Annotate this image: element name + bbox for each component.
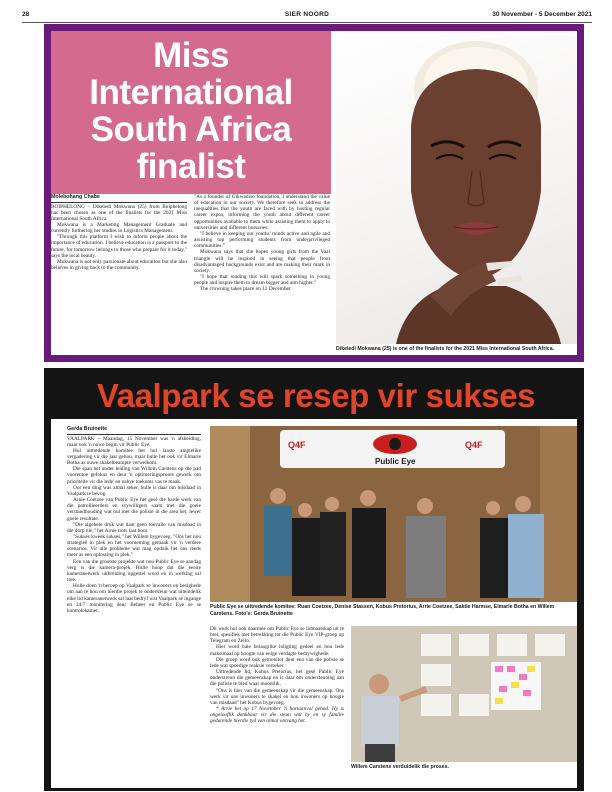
story2-byline: Gerda Bruinette <box>67 426 201 435</box>
story2-closing-note: * Arrie het op 17 November 'n hartaanval gehad. Hy is ongelooflik dankbaar vir die steun wat hy en sy familie gedurende hierdie tyd van almal ontvang het. <box>210 706 344 725</box>
story2-paragraph: Hulle doen 'n beroep op Vaalpark se inwoners en besighede om aan te hou om hierdie projek te ondersteun wat uiteindelik elke lid kameranetwerk sal laat bedryf wat Vaalpark se ingange en 24/7 monitering deur Beheer en Public Eye se se kontrolekamer. <box>67 583 201 614</box>
story1-headline-block <box>51 31 331 194</box>
story-vaalpark <box>44 368 584 791</box>
story2-paragraph: Die groep word ook gemonitor deur een van die polisie se lede wat spoedige reaksie verseker. <box>210 656 344 669</box>
story2-panel <box>51 375 577 788</box>
story2-headline: Vaalpark se resep vir sukses <box>96 377 536 414</box>
story1-paragraph: Mokwana is not only passionate about education but she also believes in giving back to the community. <box>51 258 187 272</box>
story1-panel <box>51 31 577 355</box>
story1-paragraph: The crowning takes place on 12 December. <box>200 286 292 293</box>
story1-byline: Molebohang Chabe <box>51 194 187 203</box>
story2-paragraph: "Ons is hier van die gemeenskap vir die gemeenskap. Ons werk vir ons inwoners te skakel en hou inwoners op hoogte van misdaad" het Kobus bygevoeg. <box>210 687 344 706</box>
story1-headline: Miss International South Africa finalist <box>89 36 293 186</box>
story2-column-2 <box>210 626 344 725</box>
story2-paragraph: Hier word baie belangrike inligting gedeel en hou lede maksimaal op hoogte van enige verdagte bedrywighede. <box>210 644 344 657</box>
story1-paragraph: Mokwana is a Marketing Management Graduate and currently furthering her studies in Logistics Management. <box>51 221 187 235</box>
portrait-photo <box>336 31 577 344</box>
story2-paragraph: Hul uittredende komitee het hul laaste amptelike vergadering vir die jaar gehou, maar hulle het ook vir Elmarie Botha as nuwe skakelbeampte verwelkom. <box>67 447 201 467</box>
presentation-illustration <box>351 626 577 762</box>
story2-paragraph: Dit werk hul ook daarmee om Public Eye se lidmaatskap uit te brei, spesifiek met betrekking tot die Public Eye VIP-groep op Telegram en Zello. <box>210 626 344 645</box>
story2-paragraph: VAALPARK – Maandag, 15 November was 'n afskeiding, maar ook 'n nuwe begin vir Public Eye. <box>67 435 201 448</box>
story2-paragraph: Oor een ding was almal seker, hulle is daar om misdaad in Vaalpark te bevog. <box>67 484 201 497</box>
story2-column-1 <box>67 426 201 614</box>
banner-text: Public Eye <box>375 457 416 466</box>
masthead-rule <box>22 22 592 23</box>
presentation-caption: Willem Carstens verduidelik die proses. <box>351 764 449 770</box>
masthead <box>22 9 592 23</box>
story1-paragraph: "I hope that reading this will spark something in young people and inspire them to dream bigger and aim higher." <box>194 274 330 287</box>
story1-paragraph: "I believe in keeping our youths' minds active and agile and assisting top performing students from underprivileged communities." <box>194 230 330 250</box>
page-number: 28 <box>22 11 30 18</box>
story-miss-international <box>44 24 584 362</box>
presentation-photo <box>351 626 577 762</box>
story1-paragraph: Mokwana says that she hopes young girls from the Vaal triangle will be inspired in seeing that people from disadvantaged backgrounds exist and are making their mark in society. <box>194 249 330 274</box>
story2-paragraph: Een van die grootste projekte wat nou Public Eye se aandag verg is die kamera-projek. Hulle hoop dat die eerste kameranetwerk uitbreiding opgestel word en in werking sal tree. <box>67 558 201 584</box>
committee-photo <box>210 426 577 602</box>
publication-name: SIER NOORD <box>284 11 330 18</box>
story2-paragraph: Die span het onder leiding van Willem Carstens op die pad voorentoe gefokus en deur 'n optimeringsproses gewerk om prioriteite vir die lede' en nabye toekoms vas te maak. <box>67 466 201 485</box>
banner-right-logo: Q4F <box>465 440 483 450</box>
story2-paragraph: Uittredende lid, Kobus Pretorius, het gesê Public Eye onderstreun die gemeenskap en is daar om ondersteuning aan die polisie te bied waar moontlik. <box>210 669 344 688</box>
story2-paragraph: "Sukses kweek sukses," het Willem bygevoeg. "Ons het nou strategieë in plek en het voorneming gemaak vir 'n verdere scenarios. Vir alle probleme wat mag opduik het ons reeds meer as een oplossing in plek." <box>67 534 201 559</box>
story1-paragraph: BOIPHELONG – Dikeledi Mokwana (25) from Boiphelong has been chosen as one of the finalists for the 2021 Miss International South Africa. <box>51 203 187 222</box>
story2-paragraph: Arnie Coetzee van Public Eye het gesê die harde werk van die patrollieerders en vrywilligers saam met die goeie verstandhouding wat hul met die polisie in die area het, lewer goeie resultate. <box>67 497 201 522</box>
story1-paragraph: "Through this platform I wish to inform people about the importance of education. I believe education is a passport to the future, for tomorrow belongs to those who prepare for it today," says the local beauty. <box>51 234 187 259</box>
issue-date: 30 November - 5 December 2021 <box>492 11 592 18</box>
portrait-caption: Dikeledi Mokwana (25) is one of the finalists for the 2021 Miss International South Africa. <box>336 346 555 352</box>
story2-headline-block <box>51 375 577 419</box>
committee-caption: Public Eye se uittredende komitee: Ruan Coetzee, Denise Stassen, Kobus Pretorius, Arrie Coetzee, Saktie Harmse, Elmarie Botha en Willem Carstens. Foto's: Gerda Bruinette <box>210 604 555 617</box>
portrait-illustration <box>336 31 577 344</box>
committee-illustration <box>210 426 577 602</box>
story1-paragraph: "As a founder of Gikwadiso foundation, I understand the value of education in our society. We therefore seek to address the inequalities that the youth are faced with by hosting regular career expos, informing the youth about different career opportunities available to them while assisting them to apply to universities and different bursaries. <box>194 194 330 231</box>
story1-column-2 <box>194 194 330 293</box>
story1-column-1 <box>51 194 187 271</box>
banner-left-logo: Q4F <box>288 440 306 450</box>
story2-paragraph: "Die algehele druk wat daar geen toevalle van misdaad in die dorp nie," het Arnie trots laat hoor. <box>67 521 201 534</box>
